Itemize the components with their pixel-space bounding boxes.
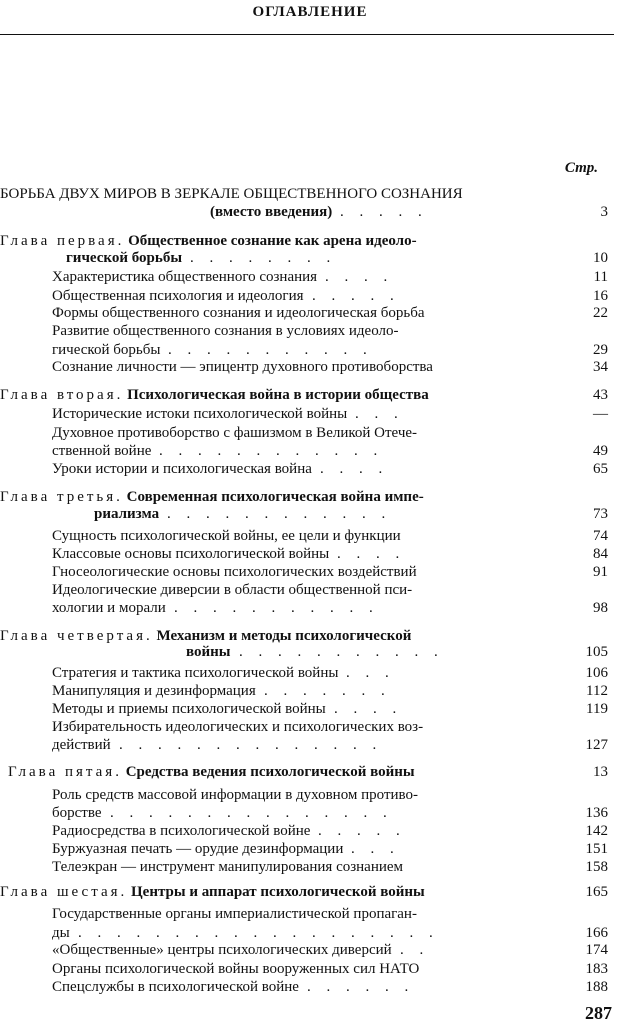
toc-page-number: 142 (585, 823, 608, 839)
toc-line (0, 905, 608, 923)
toc-line (0, 786, 608, 804)
toc-entry-text (0, 386, 429, 404)
toc-line (0, 960, 608, 978)
toc-page-number: 183 (585, 961, 608, 977)
toc-entry-text (66, 249, 182, 267)
entry-title: хологии и морали (52, 600, 166, 616)
entry-title: Характеристика общественного сознания (52, 269, 318, 285)
leader-dots: . . . . . . . . . . . . (167, 506, 392, 522)
toc-page-number: 29 (593, 342, 608, 358)
toc-page-number: 158 (585, 859, 608, 875)
leader-dots: . . . (346, 665, 395, 681)
toc-page-number: 119 (586, 701, 608, 717)
entry-title: Средства ведения психологической войны (121, 764, 415, 780)
toc-line (0, 840, 608, 858)
entry-title: Манипуляция и дезинформация (52, 683, 256, 699)
toc-page-number: 11 (593, 269, 608, 285)
entry-title: Классовые основы психологической войны (52, 546, 330, 562)
entry-title: Органы психологической войны вооруженных сил НАТО (52, 961, 420, 977)
toc-page-number: 151 (585, 841, 608, 857)
toc-line (0, 249, 608, 267)
toc-line (0, 941, 608, 959)
toc-entry-text (52, 358, 433, 376)
toc-page-number: 74 (593, 528, 608, 544)
toc-entry-text (52, 424, 417, 442)
toc-page-number: 105 (585, 644, 608, 660)
leader-dots: . . . . . . . . . . . (239, 644, 444, 660)
toc-page-number: 112 (586, 683, 608, 699)
toc-entry-text (0, 185, 463, 203)
toc-line (0, 322, 608, 340)
entry-title: гической борьбы (66, 250, 183, 266)
leader-dots: . . . . . . . . . . . . (159, 443, 384, 459)
toc-entry-text (52, 682, 256, 700)
toc-entry-text (0, 232, 417, 250)
toc-entry-text (52, 718, 423, 736)
toc-line (0, 643, 608, 661)
toc-page-number: 136 (585, 805, 608, 821)
chapter-label: Глава шестая. (0, 884, 128, 900)
toc-line (0, 664, 608, 682)
toc-line (0, 883, 608, 901)
toc-page-number: 106 (585, 665, 608, 681)
entry-title: Развитие общественного сознания в условиях идеоло- (52, 323, 399, 339)
entry-title: Буржуазная печать — орудие дезинформации (52, 841, 344, 857)
toc-line (0, 341, 608, 359)
toc-entry-text (94, 505, 159, 523)
toc-entry-text (52, 924, 70, 942)
toc-entry-text (52, 978, 299, 996)
entry-title: войны (186, 644, 231, 660)
toc-line (0, 488, 608, 506)
toc-line (0, 386, 608, 404)
toc-line (0, 442, 608, 460)
entry-title: Современная психологическая война импе- (122, 489, 424, 505)
toc-line (0, 822, 608, 840)
toc-line (0, 924, 608, 942)
toc-page-number: 73 (593, 506, 608, 522)
page-header: ОГЛАВЛЕНИЕ (252, 4, 368, 20)
entry-title: Общественная психология и идеология (52, 288, 304, 304)
entry-title: Идеологические диверсии в области общественной пси- (52, 582, 413, 598)
leader-dots: . . . . . . (307, 979, 415, 995)
leader-dots: . . . . . . . . . . . . . . . . . . . (78, 925, 439, 941)
toc-entry-text (52, 858, 403, 876)
toc-entry-text (52, 960, 419, 978)
toc-line (0, 358, 608, 376)
toc-page-number: 127 (585, 737, 608, 753)
toc-page-number: 91 (593, 564, 608, 580)
leader-dots: . . . . (320, 461, 389, 477)
toc-page-number: 3 (600, 204, 608, 220)
leader-dots: . . . . . . . (264, 683, 391, 699)
toc-line (0, 527, 608, 545)
toc-line (0, 718, 608, 736)
toc-page-number: 98 (593, 600, 608, 616)
toc-page-number: 34 (593, 359, 608, 375)
entry-title: Механизм и методы психологической (152, 628, 412, 644)
toc-line (0, 978, 608, 996)
entry-title: БОРЬБА ДВУХ МИРОВ В ЗЕРКАЛЕ ОБЩЕСТВЕННОГО СОЗНАНИЯ (0, 186, 463, 202)
toc-entry-text (52, 581, 412, 599)
toc-page-number: 166 (585, 925, 608, 941)
leader-dots: . . . . (334, 701, 403, 717)
toc-entry-text (52, 599, 166, 617)
leader-dots: . . . (355, 406, 404, 422)
entry-title: Роль средств массовой информации в духовном противо- (52, 787, 419, 803)
toc-line (0, 505, 608, 523)
toc-entry-text (52, 700, 326, 718)
toc-page-number: 16 (593, 288, 608, 304)
toc-line (0, 287, 608, 305)
leader-dots: . . . . . (318, 823, 406, 839)
toc-line (0, 268, 608, 286)
toc-line (0, 700, 608, 718)
leader-dots: . . . . . (312, 288, 400, 304)
toc-entry-text (52, 304, 425, 322)
entry-title: Стратегия и тактика психологической войны (52, 665, 339, 681)
entry-title: ды (52, 925, 70, 941)
toc-entry-text (0, 883, 425, 901)
toc-entry-text (52, 736, 111, 754)
header-rule (0, 34, 614, 35)
toc-line (0, 599, 608, 617)
entry-title: Уроки истории и психологическая война (52, 461, 312, 477)
entry-title: «Общественные» центры психологических диверсий (52, 942, 392, 958)
toc-entry-text (52, 786, 418, 804)
entry-title: Радиосредства в психологической войне (52, 823, 311, 839)
entry-title: Избирательность идеологических и психологических воз- (52, 719, 424, 735)
toc-line (0, 203, 608, 221)
toc-line (0, 232, 608, 250)
entry-title: (вместо введения) (210, 204, 333, 220)
leader-dots: . . . . . . . . . . . . . . . (110, 805, 393, 821)
leader-dots: . . . . (325, 269, 394, 285)
entry-title: Телеэкран — инструмент манипулирования сознанием (52, 859, 404, 875)
toc-entry-text (52, 268, 317, 286)
toc-entry-text (52, 941, 392, 959)
toc-line (0, 185, 608, 203)
toc-entry-text (52, 442, 151, 460)
toc-entry-text (52, 563, 417, 581)
leader-dots: . . . (351, 841, 400, 857)
toc-entry-text (52, 287, 304, 305)
toc-line (0, 563, 608, 581)
toc-page-number: 10 (593, 250, 608, 266)
entry-title: Гносеологические основы психологических воздействий (52, 564, 417, 580)
entry-title: Формы общественного сознания и идеологическая борьба (52, 305, 425, 321)
entry-title: Методы и приемы психологической войны (52, 701, 326, 717)
toc-page-number: 49 (593, 443, 608, 459)
toc-entry-text (210, 203, 332, 221)
toc-page-number: 84 (593, 546, 608, 562)
chapter-label: Глава пятая. (8, 764, 122, 780)
page-column-label: Стр. (564, 160, 598, 176)
toc-entry-text (52, 460, 312, 478)
leader-dots: . . . . . . . . . . . (174, 600, 379, 616)
chapter-label: Глава четвертая. (0, 628, 153, 644)
leader-dots: . . (400, 942, 430, 958)
entry-title: ственной войне (52, 443, 152, 459)
entry-title: Спецслужбы в психологической войне (52, 979, 299, 995)
toc-entry-text (52, 664, 338, 682)
entry-title: Психологическая война в истории общества (123, 387, 429, 403)
toc-page-number: 22 (593, 305, 608, 321)
toc-entry-text (52, 905, 417, 923)
entry-title: Исторические истоки психологической войны (52, 406, 348, 422)
toc-entry-text (52, 341, 160, 359)
toc-line (0, 858, 608, 876)
toc-line (0, 763, 608, 781)
leader-dots: . . . . . . . . . . . . . . (119, 737, 383, 753)
toc-page-number: 174 (585, 942, 608, 958)
entry-title: Общественное сознание как арена идеоло- (124, 233, 417, 249)
entry-title: гической борьбы (52, 342, 161, 358)
toc-entry-text (52, 822, 310, 840)
toc-line (0, 804, 608, 822)
toc-entry-text (52, 322, 399, 340)
entry-title: борстве (52, 805, 102, 821)
leader-dots: . . . . . . . . (190, 250, 337, 266)
toc-line (0, 682, 608, 700)
entry-title: Центры и аппарат психологической войны (127, 884, 425, 900)
toc-line (0, 424, 608, 442)
toc-entry-text (0, 488, 424, 506)
toc-page-number: 65 (593, 461, 608, 477)
toc-line (0, 460, 608, 478)
leader-dots: . . . . . . . . . . . (168, 342, 373, 358)
toc-entry-text (52, 840, 343, 858)
chapter-label: Глава вторая. (0, 387, 124, 403)
entry-title: риализма (94, 506, 160, 522)
leader-dots: . . . . (337, 546, 406, 562)
toc-entry-text (52, 405, 347, 423)
toc-entry-text (186, 643, 231, 661)
entry-title: Духовное противоборство с фашизмом в Великой Отече- (52, 425, 418, 441)
toc-entry-text (8, 763, 415, 781)
toc-page-number: 165 (585, 884, 608, 900)
toc-line (0, 581, 608, 599)
toc-line (0, 405, 608, 423)
toc-entry-text (52, 527, 401, 545)
toc-page-number: 43 (593, 387, 608, 403)
leader-dots: . . . . . (340, 204, 428, 220)
entry-title: действий (52, 737, 111, 753)
page-number: 287 (585, 1003, 612, 1023)
toc-line (0, 304, 608, 322)
entry-title: Государственные органы империалистической пропаган- (52, 906, 417, 922)
toc-page-number: 188 (585, 979, 608, 995)
chapter-label: Глава первая. (0, 233, 125, 249)
toc-page-number: — (593, 406, 608, 422)
chapter-label: Глава третья. (0, 489, 123, 505)
toc-entry-text (52, 804, 102, 822)
entry-title: Сознание личности — эпицентр духовного противоборства (52, 359, 433, 375)
toc-page-number: 13 (593, 764, 608, 780)
toc-line (0, 545, 608, 563)
entry-title: Сущность психологической войны, ее цели и функции (52, 528, 401, 544)
toc-entry-text (52, 545, 329, 563)
toc-line (0, 736, 608, 754)
